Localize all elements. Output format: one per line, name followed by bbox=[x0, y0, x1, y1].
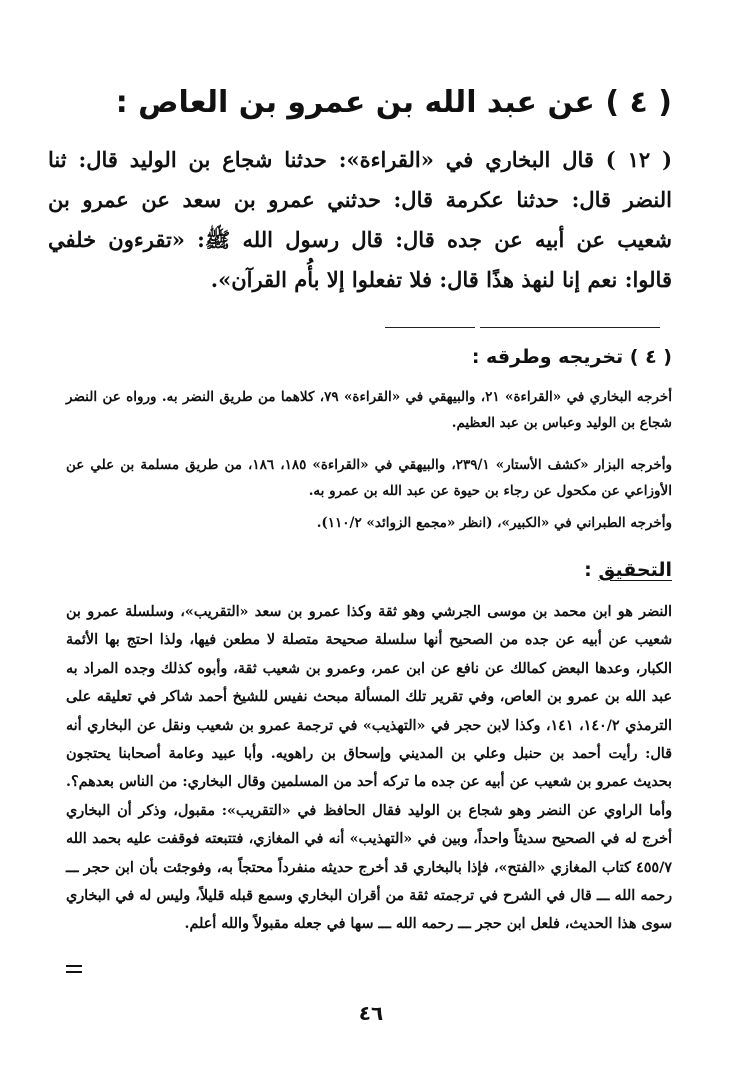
tahqiq-text: النضر هو ابن محمد بن موسى الجرشي وهو ثقة وكذا عمرو بن سعد «التقريب»، وسلسلة عمرو بن شعيب عن أبيه عن جده من الصحيح أنها سلسلة صحيحة متصلة لا مطعن فيها، ولذا احتج بها الأئمة الكبار، وعدها البعض كمالك عن نافع عن ابن عمر، وعمرو بن شعيب ثقة، وأبوه كذلك وجده المراد به عبد الله بن عمرو بن العاص، وفي تقرير تلك المسألة مبحث نفيس للشيخ أحمد شاكر في تعليقه على الترمذي ١٤٠/٢، ١٤١، وكذا لابن حجر في «التهذيب» في ترجمة عمرو بن شعيب ونقل عن البخاري أنه قال: رأيت أحمد بن حنبل وعلي بن المديني وإسحاق بن راهويه. وأبا عبيد وعامة أصحابنا يحتجون بحديث عمرو بن شعيب عن أبيه عن جده ما تركه أحد من المسلمين وقال البخاري: من الناس بعدهم؟. وأما الراوي عن النضر وهو شجاع بن الوليد فقال الحافظ في «التقريب»: مقبول، وذكر أن البخاري أخرج له في الصحيح سديثاً واحداً، وبين في «التهذيب» أنه في المغازي، فتتبعته فوقفت عليه بحمد الله ٤٥٥/٧ كتاب المغازي «الفتح»، فإذا بالبخاري قد أخرج حديثه منفرداً محتجاً به، وفوجئت بأن ابن حجر ـــ رحمه الله ـــ قال في الشرح في ترجمته ثقة من أقران البخاري وسمع قبله قليلاً، وليس له في البخاري سوى هذا الحديث، فلعل ابن حجر ـــ رحمه الله ـــ سها في جعله مقبولاً والله أعلم. bbox=[66, 604, 672, 933]
separator-line-left bbox=[385, 327, 475, 328]
takhrij-heading: ( ٤ ) تخريجه وطرقه : bbox=[471, 346, 672, 368]
end-mark bbox=[66, 965, 82, 973]
tahqiq-colon: : bbox=[584, 559, 599, 581]
section-heading: ( ٤ ) عن عبد الله بن عمرو بن العاص : bbox=[115, 85, 672, 120]
tahqiq-label: التحقيق bbox=[598, 559, 672, 581]
takhrij-paragraph-1: أخرجه البخاري في «القراءة» ٢١، والبيهقي في «القراءة» ٧٩، كلاهما من طريق النضر به. ورواه عن النضر شجاع بن الوليد وعباس بن عبد العظيم. bbox=[66, 389, 672, 431]
takhrij-paragraph-3: وأخرجه الطبراني في «الكبير»، (انظر «مجمع الزوائد» ١١٠/٢). bbox=[316, 515, 672, 531]
tahqiq-heading bbox=[472, 555, 672, 585]
takhrij-paragraph-2: وأخرجه البزار «كشف الأستار» ٢٣٩/١، والبيهقي في «القراءة» ١٨٥، ١٨٦، من طريق مسلمة بن علي عن الأوزاعي عن مكحول عن رجاء بن حيوة عن عبد الله بن عمرو به. bbox=[66, 457, 672, 499]
separator-line-right bbox=[480, 327, 660, 328]
hadith-text: ( ١٢ ) قال البخاري في «القراءة»: حدثنا شجاع بن الوليد قال: ثنا النضر قال: حدثنا عكرمة قال: حدثني عمرو بن سعد عن عمرو بن شعيب عن أبيه عن جده قال: قال رسول الله ﷺ: «تقرءون خلفي قالوا: نعم إنا لنهذ هذًا قال: فلا تفعلوا إلا بأُم القرآن». bbox=[48, 147, 672, 292]
page-number: ٤٦ bbox=[358, 1001, 384, 1025]
